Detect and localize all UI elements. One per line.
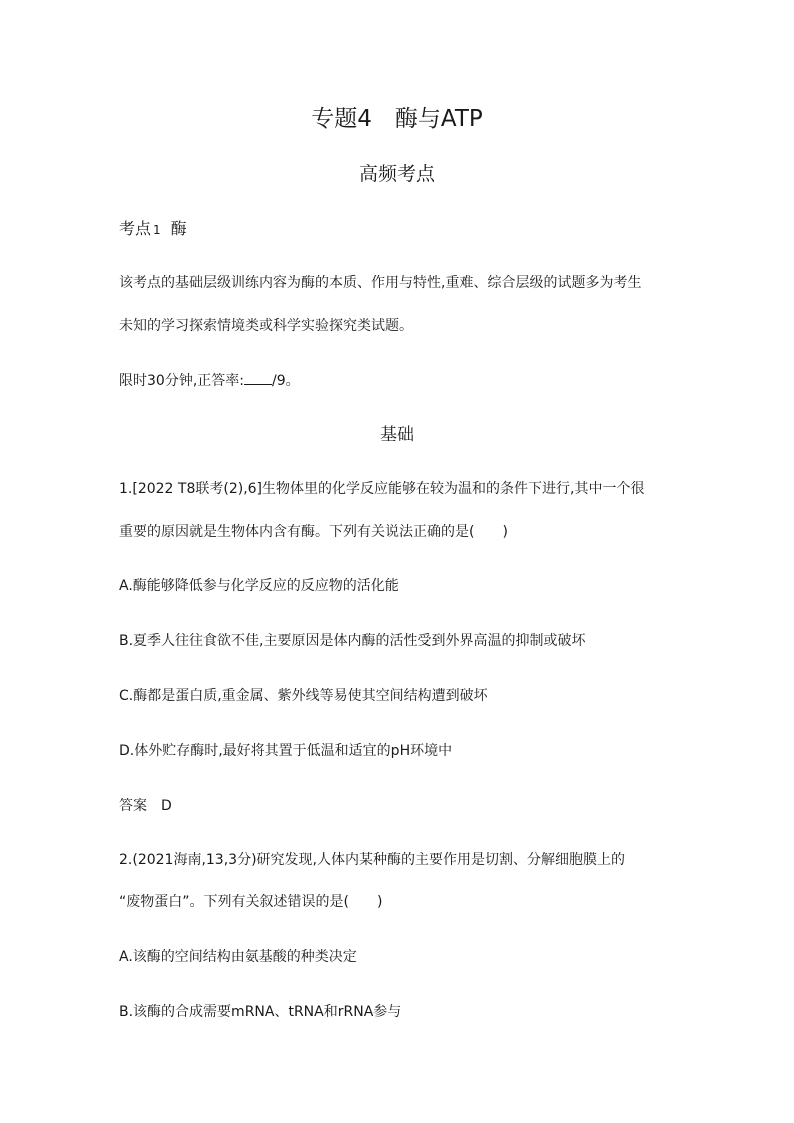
section-label: 基础 [380,425,414,445]
question-1-stem-line-2: 重要的原因就是生物体内含有酶。下列有关说法正确的是( ) [119,524,508,540]
question-2-option-a: A.该酶的空间结构由氨基酸的种类决定 [119,949,357,965]
intro-text-line-2: 未知的学习探索情境类或科学实验探究类试题。 [119,318,413,334]
question-1-option-b: B.夏季人往往食欲不佳,主要原因是体内酶的活性受到外界高温的抑制或破坏 [119,633,586,649]
question-2-stem-line-2: “废物蛋白”。下列有关叙述错误的是( ) [119,894,383,910]
intro-text-line-1: 该考点的基础层级训练内容为酶的本质、作用与特性,重难、综合层级的试题多为考生 [119,275,642,291]
question-1-option-d: D.体外贮存酶时,最好将其置于低温和适宜的pH环境中 [119,743,453,759]
question-2-stem-line-1: 2.(2021海南,13,3分)研究发现,人体内某种酶的主要作用是切割、分解细胞膜上的 [119,852,625,868]
time-limit [119,370,300,391]
page-subtitle: 高频考点 [358,163,435,185]
question-1-option-c: C.酶都是蛋白质,重金属、紫外线等易使其空间结构遭到破坏 [119,688,488,704]
score-blank [244,370,272,385]
time-limit-prefix: 限时30分钟,正答率: [119,373,244,389]
time-limit-suffix: /9。 [271,373,300,389]
page-title: 专题4 酶与ATP [311,106,483,132]
question-1-option-a: A.酶能够降低参与化学反应的反应物的活化能 [119,578,399,594]
topic-number: 1 [153,223,161,237]
topic-heading [119,218,187,241]
question-1-stem-line-1: 1.[2022 T8联考(2),6]生物体里的化学反应能够在较为温和的条件下进行,其中一个很 [119,481,645,497]
topic-name: 酶 [170,219,187,238]
question-2-option-b: B.该酶的合成需要mRNA、tRNA和rRNA参与 [119,1004,402,1020]
topic-label: 考点 [119,219,152,238]
question-1-answer: 答案 D [119,798,172,814]
